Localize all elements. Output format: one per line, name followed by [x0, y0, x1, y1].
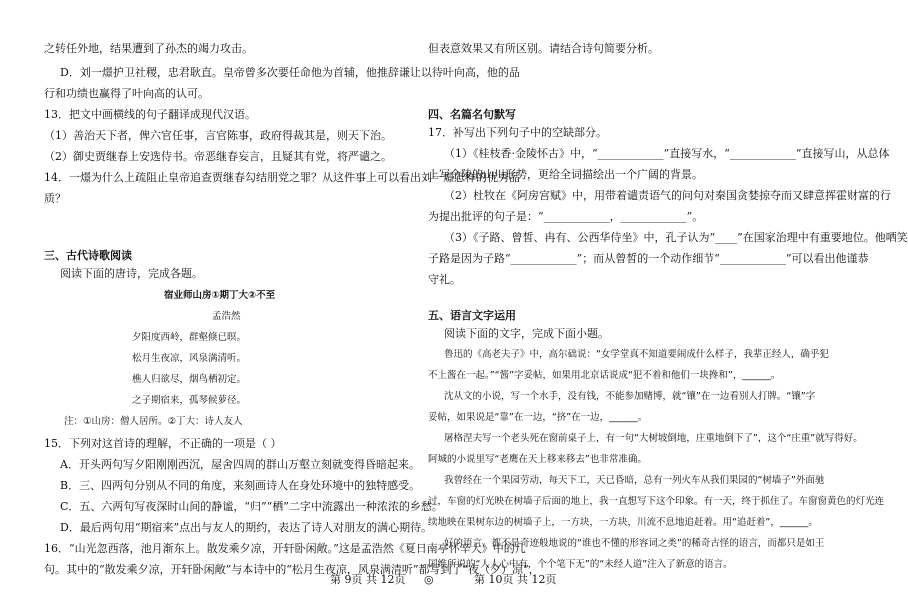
right-text-line: （3）《子路、曾皙、冉有、公西华侍坐》中，孔子认为“____”在国家治理中有重要地位。他哂笑 [444, 231, 908, 244]
right-text-line: 为提出批评的句子是：“____________，____________”。 [428, 210, 704, 223]
right-text-line: 上写金陵的山川形势，更给全词描绘出一个广阔的背景。 [428, 168, 703, 181]
left-text-line: （2）御史贾继春上安选侍书。帝恶继春妄言，且疑其有党，将严谴之。 [44, 150, 392, 163]
right-text-line: 妥帖，如果说是“靠”在一边，“挤”在一边，______。 [428, 412, 648, 423]
left-text-line: （1）善治天下者，俾六官任事，言官陈事，政府得裁其是，则天下治。 [44, 129, 392, 142]
right-text-line: （1）《桂枝香·金陵怀古》中，“____________”直接写水，“____________”直接写山，从总体 [444, 147, 890, 160]
left-text-line: 14．一燝为什么上疏阻止皇帝追查贾继春勾结朋党之罪？从这件事上可以看出刘一燝怎样的优秀品 [44, 171, 520, 184]
right-text-line: 国维所说的“人人心中有，个个笔下无”的“未经人道”注入了新意的语言。 [428, 559, 733, 570]
right-text-line: 四、名篇名句默写 [428, 108, 516, 121]
right-text-line: 守礼。 [428, 273, 461, 286]
left-text-line: 夕阳度西岭，群壑倏已暝。 [132, 332, 247, 343]
left-text-line: 三、古代诗歌阅读 [44, 249, 132, 262]
right-text-line: 我曾经在一个果园劳动，每天下工，天已昏暗，总有一列火车从我们果园的“树墙子”外面驰 [444, 475, 825, 486]
left-text-line: 松月生夜凉，风泉满清听。 [132, 353, 247, 364]
right-text-line: 17．补写出下列句子中的空缺部分。 [428, 126, 607, 139]
binding-mark: ◎ [424, 573, 434, 586]
right-text-line: 阿城的小说里写“老鹰在天上移来移去”也非常准确。 [428, 454, 647, 465]
right-text-line: 但表意效果又有所区别。请结合诗句简要分析。 [428, 42, 659, 55]
left-text-line: 樵人归欲尽，烟鸟栖初定。 [132, 374, 247, 385]
left-text-line: 质？ [44, 192, 66, 205]
right-text-line: 阅读下面的文字，完成下面小题。 [444, 327, 609, 340]
left-text-line: 宿业师山房①期丁大②不至 [164, 290, 276, 301]
left-text-line: C．五、六两句写夜深时山间的静谧，“归”“栖”二字中流露出一种浓浓的乡愁。 [60, 500, 443, 513]
left-text-line: 之转任外地，结果遭到了孙杰的竭力攻击。 [44, 42, 253, 55]
right-text-line: 续地映在果树东边的树墙子上，一方块，一方块，川流不息地追赶着。用“追赶着”，______。 [428, 517, 818, 528]
right-text-line: （2）杜牧在《阿房宫赋》中，用带着谴责语气的问句对秦国贪婪掠夺而又肆意挥霍财富的行 [444, 189, 891, 202]
left-text-line: 注：①山房：僧人居所。②丁大：诗人友人 [64, 416, 243, 427]
left-text-line: 16．“山光忽西落，池月渐东上。散发乘夕凉，开轩卧闲敞。”这是孟浩然《夏日南亭怀辛大》中的几 [44, 542, 526, 555]
right-text-line: 鲁迅的《高老夫子》中，高尔础说：“女学堂真不知道要闹成什么样子，我辈正经人，确乎犯 [444, 349, 829, 360]
left-page-number: 第 9页 共 12页 [330, 573, 406, 586]
right-text-line: 沈从文的小说，写一个水手，没有钱，不能参加赌博，就“镶”在一边看别人打牌。“镶”字 [444, 391, 816, 402]
right-text-line: 过，车窗的灯光映在树墙子后面的地上，我一直想写下这个印象。有一天，终于抓住了。车窗窗黄色的灯光连 [428, 496, 885, 507]
right-text-line: 屠格涅夫写一个老头死在窗前桌子上，有一句“大树坡倒地，庄重地倒下了”，这个“庄重”就写得好。 [444, 433, 863, 444]
left-text-line: B．三、四两句分别从不同的角度，来刻画诗人在身处环境中的独特感受。 [60, 479, 421, 492]
right-text-line: 五、语言文字运用 [428, 309, 516, 322]
left-text-line: 行和功绩也赢得了叶向高的认可。 [44, 87, 209, 100]
right-page-number: 第 10页 共 12页 [474, 573, 557, 586]
right-text-line: 不上酱在一起。”“酱”字妥帖，如果用北京话说成“犯不着和他们一块搀和”，______。 [428, 370, 781, 381]
left-text-line: 句。其中的“散发乘夕凉，开轩卧闲敞”与本诗中的“松月生夜凉，风泉满清听”都写到了“夜（夕）凉”， [44, 563, 540, 576]
right-text-line: 子路是因为子路“____________”；而从曾皙的一个动作细节“____________”可以看出他谨恭 [428, 252, 869, 265]
left-text-line: A．开头两句写夕阳刚刚西沉，屋舍四周的群山万壑立刻就变得昏暗起来。 [60, 458, 420, 471]
left-text-line: 阅读下面的唐诗，完成各题。 [60, 267, 203, 280]
left-text-line: 15．下列对这首诗的理解，不正确的一项是（ ） [44, 437, 282, 450]
left-text-line: 孟浩然 [212, 311, 241, 322]
right-text-line: 好的语言，都不是奇迹般地说的“谁也不懂的形容词之类”的稀奇古怪的语言，而都只是如王 [444, 538, 825, 549]
left-text-line: 之子期宿来，孤琴候萝径。 [132, 395, 247, 406]
left-text-line: 13．把文中画横线的句子翻译成现代汉语。 [44, 108, 256, 121]
left-text-line: D．刘一燝护卫社稷，忠君耿直。皇帝曾多次要任命他为首辅，他推辞谦让以待叶向高，他的品 [60, 66, 520, 79]
left-text-line: D．最后两句用“期宿来”点出与友人的期约，表达了诗人对朋友的满心期待。 [60, 521, 433, 534]
